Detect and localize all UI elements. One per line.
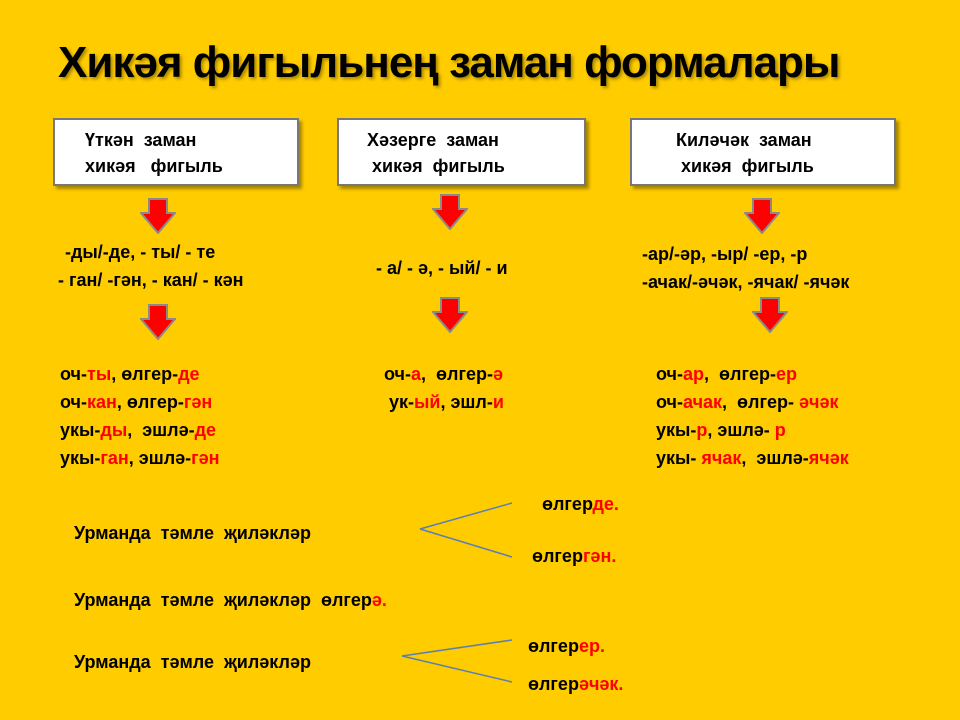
- sentence-future: Урманда тәмле җиләкләр: [74, 652, 311, 672]
- suffix-highlight: гән: [183, 392, 213, 412]
- box-line: Киләчәк заман: [676, 130, 812, 150]
- suffix-highlight: р: [696, 420, 708, 440]
- word-stem: , эшлә-: [741, 448, 809, 468]
- word-stem: оч-: [60, 392, 87, 412]
- suffix-highlight: ячәк: [808, 448, 849, 468]
- word-stem: өлгер: [528, 674, 579, 694]
- word-stem: , эшлә-: [127, 420, 195, 440]
- suffix-highlight: ә.: [371, 590, 387, 610]
- box-line: Хәзерге заман: [367, 130, 499, 150]
- word-stem: Урманда тәмле җиләкләр өлгер: [74, 590, 372, 610]
- word-stem: оч-: [656, 364, 683, 384]
- suffix-highlight: әчәк.: [578, 674, 624, 694]
- past-suffix-line: -ды/-де, - ты/ - те: [65, 242, 216, 262]
- word-stem: , эшлә-: [128, 448, 192, 468]
- suffix-highlight: ты: [87, 364, 112, 384]
- branch-line: [420, 529, 512, 557]
- suffix-highlight: гән: [191, 448, 220, 468]
- word-stem: укы-: [60, 448, 101, 468]
- word-stem: , өлгер-: [421, 364, 493, 384]
- suffix-highlight: де: [194, 420, 217, 440]
- word-stem: ук-: [384, 392, 415, 412]
- future-suffix-line: -ачак/-әчәк, -ячак/ -ячәк: [642, 272, 850, 292]
- suffix-highlight: де.: [592, 494, 619, 514]
- word-stem: укы-: [60, 420, 101, 440]
- present-suffix-line: - а/ - ә, - ый/ - и: [376, 258, 508, 278]
- word-stem: , өлгер-: [722, 392, 799, 412]
- suffix-highlight: ячак: [701, 448, 742, 468]
- suffix-highlight: гән.: [582, 546, 617, 566]
- word-stem: , өлгер-: [704, 364, 776, 384]
- suffix-highlight: р: [774, 420, 786, 440]
- box-line: хикәя фигыль: [367, 156, 505, 176]
- word-stem: , өлгер-: [116, 392, 184, 412]
- past-suffix-line: - ган/ -гән, - кан/ - кән: [58, 270, 244, 290]
- word-stem: оч-: [384, 364, 411, 384]
- suffix-highlight: ә: [492, 364, 503, 384]
- word-stem: өлгер: [542, 494, 593, 514]
- branch-line: [402, 656, 512, 682]
- word-stem: оч-: [60, 364, 87, 384]
- suffix-highlight: ый: [414, 392, 441, 412]
- word-stem: , эшлә-: [707, 420, 775, 440]
- word-stem: өлгер: [532, 546, 583, 566]
- box-line: хикәя фигыль: [85, 156, 223, 176]
- suffix-highlight: и: [492, 392, 504, 412]
- suffix-highlight: ды: [100, 420, 128, 440]
- word-stem: , эшл-: [440, 392, 493, 412]
- suffix-highlight: әчәк: [798, 392, 839, 412]
- suffix-highlight: ер: [775, 364, 797, 384]
- suffix-highlight: а: [411, 364, 422, 384]
- word-stem: оч-: [656, 392, 683, 412]
- suffix-highlight: де: [178, 364, 200, 384]
- suffix-highlight: ар: [683, 364, 705, 384]
- branch-line: [420, 503, 512, 529]
- page-title: Хикәя фигыльнең заман формалары: [58, 38, 840, 87]
- suffix-highlight: ачак: [683, 392, 723, 412]
- box-line: Үткән заман: [85, 130, 197, 150]
- box-line: хикәя фигыль: [676, 156, 814, 176]
- sentence-past: Урманда тәмле җиләкләр: [74, 523, 311, 543]
- word-stem: укы-: [656, 448, 702, 468]
- word-stem: өлгер: [528, 636, 579, 656]
- suffix-highlight: кан: [87, 392, 117, 412]
- suffix-highlight: ган: [100, 448, 129, 468]
- branch-line: [402, 640, 512, 656]
- suffix-highlight: ер.: [578, 636, 605, 656]
- future-suffix-line: -ар/-әр, -ыр/ -ер, -р: [642, 244, 808, 264]
- word-stem: , өлгер-: [111, 364, 179, 384]
- word-stem: укы-: [656, 420, 697, 440]
